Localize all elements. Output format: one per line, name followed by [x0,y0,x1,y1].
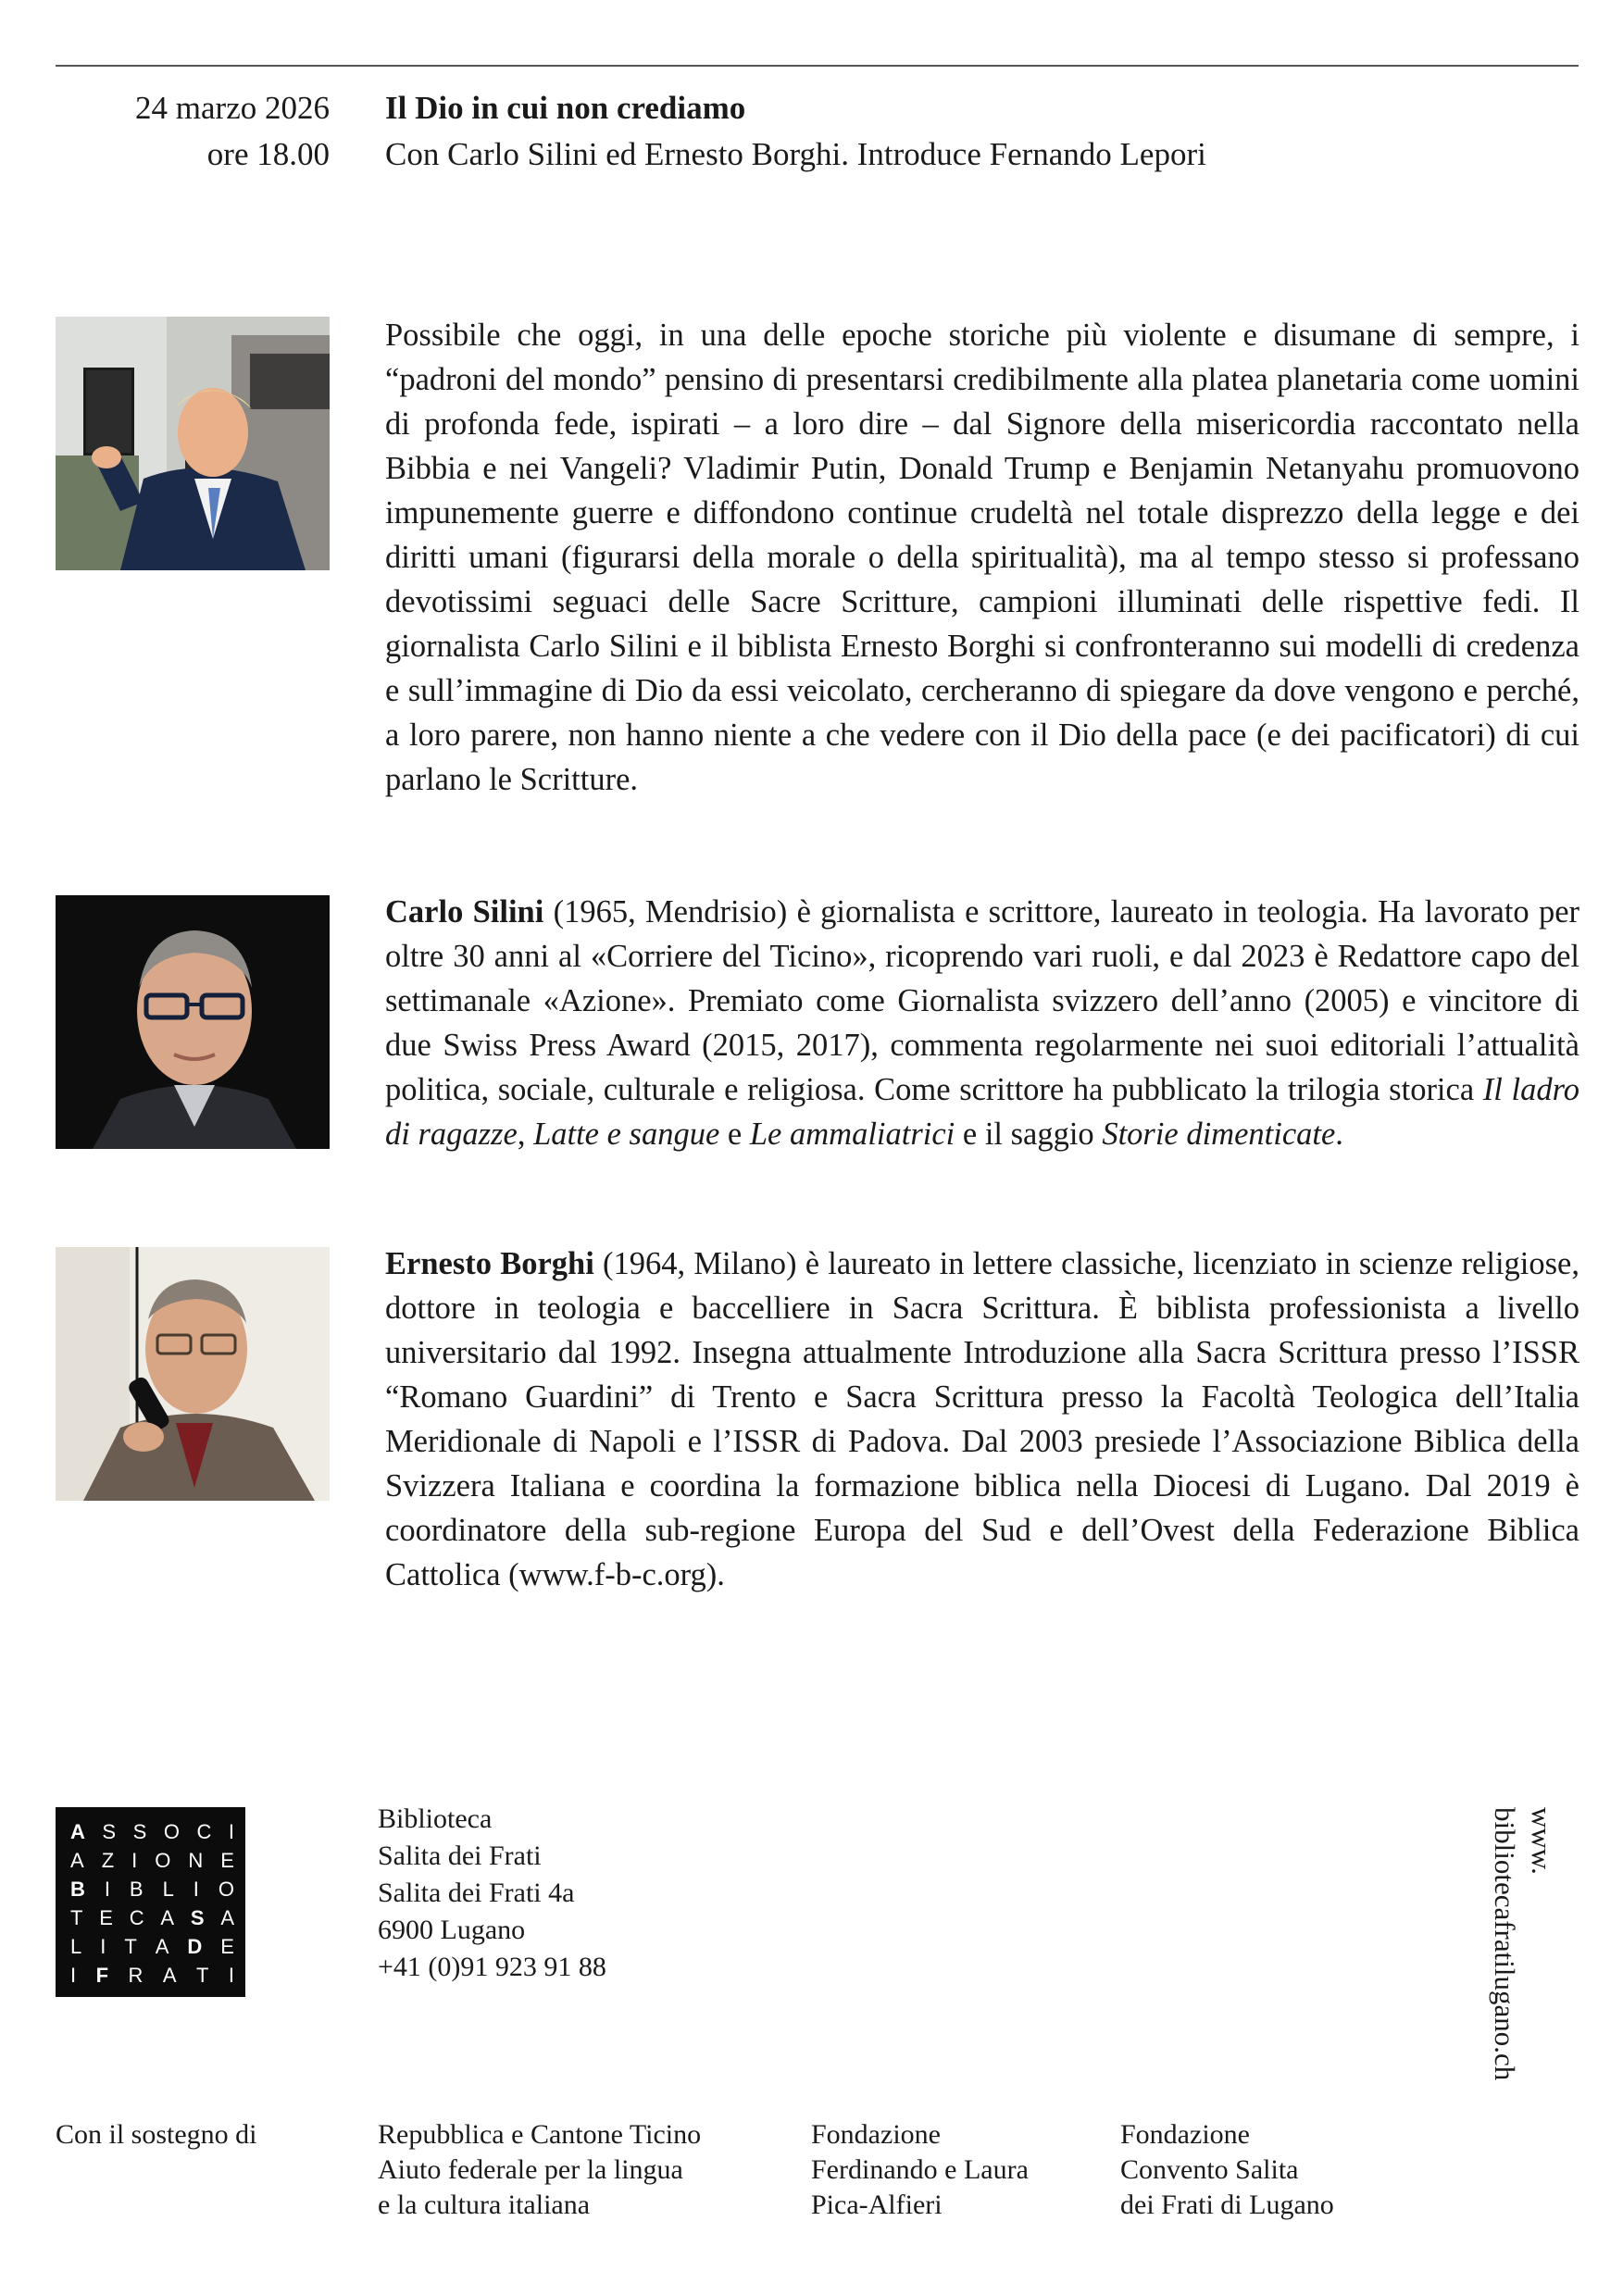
photo-ernesto-borghi-image [56,1247,330,1501]
book-le-ammaliatrici: Le ammaliatrici [749,1117,955,1152]
support-column-2 [811,2117,1029,2223]
photo-ernesto-borghi [56,1247,330,1501]
bio-carlo-silini-text2: e il saggio [955,1117,1103,1152]
event-date: 24 marzo 2026 [135,90,330,126]
logo-letter: L [162,1878,174,1901]
event-info-block [385,85,1589,178]
photo-carlo-silini [56,895,330,1149]
library-address [378,1801,606,1986]
logo-letter: A [220,1906,234,1929]
logo-letter: C [196,1820,212,1843]
logo-letter: T [70,1906,83,1929]
bio-ernesto-borghi-text: (1964, Milano) è laureato in lettere classiche, licenziato in scienze religiose, dottore in teologia e baccelliere in Sacra Scrittura. È biblista professionista a livello universitario dal 1992. Insegna attualmente Introduzione alla Sacra Scrittura presso l’ISSR “Romano Guardini” di Trento e Sacra Scrittura presso la Facoltà Teologica dell’Italia Meridionale di Napoli e l’ISSR di Padova. Dal 2003 presiede l’Associazione Biblica della Svizzera Italiana e coordina la formazione biblica nella Diocesi di Lugano. Dal 2019 è coordinatore della sub-regione Europa del Sud e dell’Ovest della Federazione Biblica Cattolica (www.f-b-c.org). [385,1246,1579,1592]
logo-letter: F [95,1964,109,1987]
book-storie-dimenticate: Storie dimenticate [1102,1117,1336,1152]
logo-letter: O [218,1878,234,1901]
logo-letter: N [188,1849,204,1872]
logo-letter: I [100,1935,106,1958]
logo-letter: B [129,1878,144,1901]
event-date-block [56,85,330,178]
logo-row [70,1935,234,1959]
logo-letter: E [220,1849,234,1872]
support-col2-line: Ferdinando e Laura [811,2154,1029,2185]
logo-letter: I [131,1849,138,1872]
event-time: ore 18.00 [206,136,330,172]
address-phone: +41 (0)91 923 91 88 [378,1952,606,1982]
logo-letter: T [195,1964,209,1987]
logo-row [70,1849,234,1873]
logo-letter: R [128,1964,144,1987]
book-il-ladro-di-ragazze: Il ladro di ragazze [385,1072,1579,1152]
logo-letter: I [70,1964,77,1987]
address-line-4: 6900 Lugano [378,1915,526,1945]
photo-man-holding-bible [56,317,330,570]
logo-letter: A [162,1964,177,1987]
support-col1-line: Aiuto federale per la lingua [378,2154,683,2185]
website-vertical [1489,1807,1565,2103]
logo-letter: A [70,1849,84,1872]
address-line-2: Salita dei Frati [378,1841,542,1871]
bio-carlo-silini-name: Carlo Silini [385,894,544,930]
bio-carlo-silini-text1: (1965, Mendrisio) è giornalista e scrittore, laureato in teologia. Ha lavorato per oltre 30 anni al «Corriere del Ticino», ricoprendo vari ruoli, e dal 2023 è Redattore capo del settimanale «Azione». Premiato come Giornalista svizzero dell’anno (2005) e vincitore di due Swiss Press Award (2015, 2017), commenta regolarmente nei suoi editoriali l’attualità politica, sociale, culturale e religiosa. Come scrittore ha pubblicato la trilogia storica [385,894,1579,1107]
support-col3-line: Fondazione [1120,2119,1250,2150]
logo-letter: A [155,1935,169,1958]
logo-letter: A [160,1906,175,1929]
logo-row [70,1820,234,1844]
top-rule [56,65,1579,67]
support-col1-line: e la cultura italiana [378,2190,591,2220]
intro-paragraph: Possibile che oggi, in una delle epoche storiche più violente e disumane di sempre, i “padroni del mondo” pensino di presentarsi credibilmente alla platea planetaria come uomini di profonda fede, ispirati – a loro dire – dal Signore della misericordia raccontato nella Bibbia e nei Vangeli? Vladimir Putin, Donald Trump e Benjamin Netanyahu promuovono impunemente guerre e diffondono continue crudeltà nel totale disprezzo della legge e dei diritti umani (figurarsi della morale o della spiritualità), ma al tempo stesso si professano devotissimi seguaci delle Sacre Scritture, campioni illuminati delle rispettive fedi. Il giornalista Carlo Silini e il biblista Ernesto Borghi si confronteranno sui modelli di credenza e sull’immagine di Dio da essi veicolato, cercheranno di spiegare da dove vengono e perché, a loro parere, non hanno niente a che vedere con il Dio della pace (e dei pacificatori) di cui parlano le Scritture. [385,318,1579,797]
support-col2-line: Fondazione [811,2119,941,2150]
logo-letter: I [193,1878,199,1901]
logo-letter: C [129,1906,144,1929]
logo-letter: O [163,1820,180,1843]
website-line-2: bibliotecafratilugano.ch [1489,1807,1521,2081]
support-col3-line: dei Frati di Lugano [1120,2190,1334,2220]
address-line-1: Biblioteca [378,1803,493,1834]
logo-letter: L [70,1935,82,1958]
support-column-3 [1120,2117,1334,2223]
logo-row [70,1964,234,1988]
logo-letter: S [102,1820,117,1843]
association-logo [56,1807,245,1997]
logo-letter: S [132,1820,147,1843]
support-col3-line: Convento Salita [1120,2154,1299,2185]
support-column-1 [378,2117,701,2223]
bio-carlo-silini-text3: . [1335,1117,1343,1152]
support-col2-line: Pica-Alfieri [811,2190,943,2220]
bio-carlo-silini-sep2: e [719,1117,750,1152]
logo-letter: D [187,1935,203,1958]
address-line-3: Salita dei Frati 4a [378,1878,575,1908]
logo-letter: E [220,1935,234,1958]
logo-letter: I [104,1878,110,1901]
logo-row [70,1906,234,1930]
support-label: Con il sostegno di [56,2119,257,2150]
logo-letter: A [70,1820,85,1843]
logo-letter: Z [101,1849,115,1872]
photo-man-holding-bible-image [56,317,330,570]
bio-ernesto-borghi-name: Ernesto Borghi [385,1246,594,1281]
logo-letter: T [124,1935,137,1958]
photo-carlo-silini-image [56,895,330,1149]
logo-letter: O [155,1849,171,1872]
support-col1-line: Repubblica e Cantone Ticino [378,2119,702,2150]
logo-letter: B [70,1878,85,1901]
bio-carlo-silini-sep1: , [517,1117,534,1152]
logo-letter: I [228,1820,234,1843]
logo-letter: S [190,1906,205,1929]
bio-ernesto-borghi [385,1242,1579,1597]
bio-carlo-silini [385,890,1579,1156]
book-latte-e-sangue: Latte e sangue [533,1117,720,1152]
event-title: Il Dio in cui non crediamo [385,90,746,126]
logo-letter: E [99,1906,113,1929]
event-subtitle: Con Carlo Silini ed Ernesto Borghi. Introduce Fernando Lepori [385,136,1206,172]
logo-letter: I [228,1964,234,1987]
logo-row [70,1878,234,1902]
website-line-1: www. [1526,1807,1558,1875]
